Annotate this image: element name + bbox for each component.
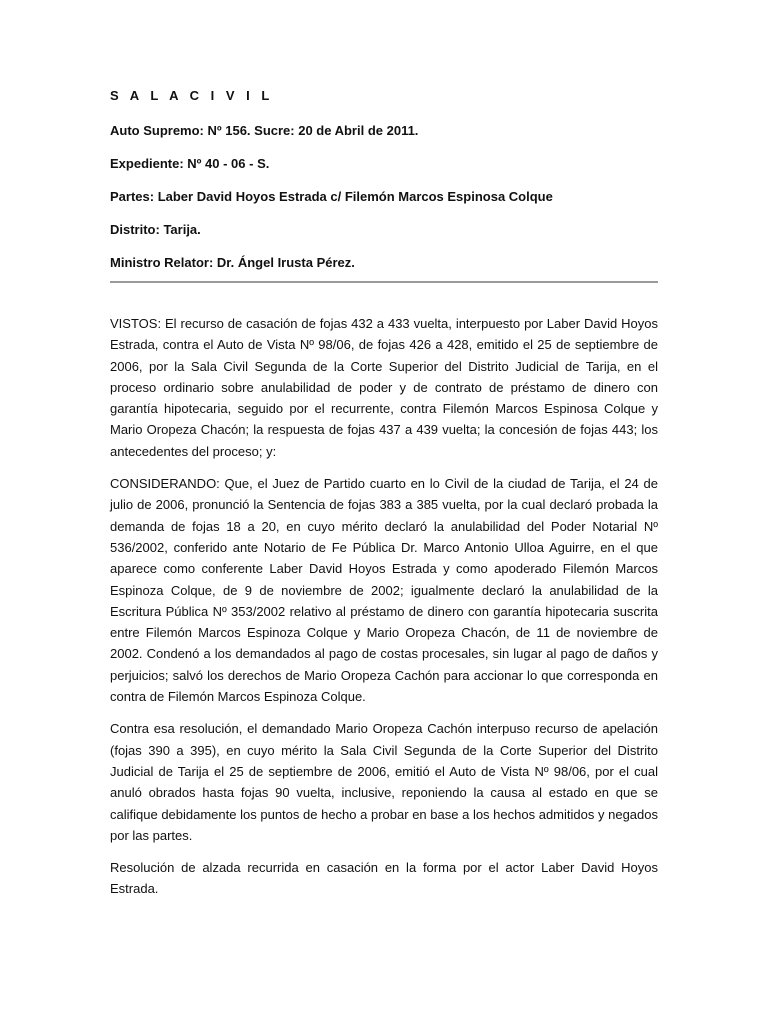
document-body bbox=[110, 313, 658, 911]
paragraph-considerando bbox=[110, 473, 658, 707]
auto-supremo-line: Auto Supremo: Nº 156. Sucre: 20 de Abril de 2011. bbox=[110, 123, 419, 138]
paragraph-text: Contra esa resolución, el demandado Mario Oropeza Cachón interpuso recurso de apelación (fojas 390 a 395), en cuyo mérito la Sala Civil Segunda de la Corte Superior del Distrito Judicial de Tarija el 25 de septiembre de 2006, emitió el Auto de Vista Nº 98/06, por el cual anuló obrados hasta fojas 90 vuelta, inclusive, reponiendo la causa al estado en que se califique debidamente los puntos de hecho a probar en base a los hechos admitidos y negados por las partes. bbox=[110, 721, 658, 843]
document-header bbox=[110, 88, 658, 288]
paragraph-text: El recurso de casación de fojas 432 a 433 vuelta, interpuesto por Laber David Hoyos Estrada, contra el Auto de Vista Nº 98/06, de fojas 426 a 428, emitido el 25 de septiembre de 2006, por la Sala Civil Segunda de la Corte Superior del Distrito Judicial de Tarija, en el proceso ordinario sobre anulabilidad de poder y de contrato de préstamo de dinero con garantía hipotecaria, seguido por el recurrente, contra Filemón Marcos Espinosa Colque y Mario Oropeza Chacón; la respuesta de fojas 437 a 439 vuelta; la concesión de fojas 443; los antecedentes del proceso; y: bbox=[110, 316, 658, 459]
ministro-relator-line: Ministro Relator: Dr. Ángel Irusta Pérez. bbox=[110, 255, 355, 270]
header-divider bbox=[110, 281, 658, 283]
paragraph-vistos bbox=[110, 313, 658, 462]
distrito-line: Distrito: Tarija. bbox=[110, 222, 201, 237]
paragraph-apelacion bbox=[110, 718, 658, 846]
paragraph-lead: VISTOS: bbox=[110, 316, 162, 331]
court-name: S A L A C I V I L bbox=[110, 88, 274, 103]
partes-line: Partes: Laber David Hoyos Estrada c/ Filemón Marcos Espinosa Colque bbox=[110, 189, 553, 204]
paragraph-lead: CONSIDERANDO: bbox=[110, 476, 220, 492]
paragraph-alzada bbox=[110, 857, 658, 900]
expediente-line: Expediente: Nº 40 - 06 - S. bbox=[110, 156, 270, 171]
paragraph-text: Resolución de alzada recurrida en casación en la forma por el actor Laber David Hoyos Estrada. bbox=[110, 860, 658, 897]
paragraph-text: Que, el Juez de Partido cuarto en lo Civil de la ciudad de Tarija, el 24 de julio de 2006, pronunció la Sentencia de fojas 383 a 385 vuelta, por la cual declaró probada la demanda de fojas 18 a 20, en cuyo mérito declaró la anulabilidad del Poder Notarial Nº 536/2002, conferido ante Notario de Fe Pública Dr. Marco Antonio Ulloa Aguirre, en el que aparece como conferente Laber David Hoyos Estrada y como apoderado Filemón Marcos Espinoza Colque, de 9 de noviembre de 2002; igualmente declaró la anulabilidad de la Escritura Pública Nº 353/2002 relativo al préstamo de dinero con garantía hipotecaria suscrita entre Filemón Marcos Espinoza Colque y Mario Oropeza Chacón, de 11 de noviembre de 2002. Condenó a los demandados al pago de costas procesales, sin lugar al pago de daños y perjuicios; salvó los derechos de Mario Oropeza Cachón para accionar lo que corresponda en contra de Filemón Marcos Espinoza Colque. bbox=[110, 476, 658, 705]
